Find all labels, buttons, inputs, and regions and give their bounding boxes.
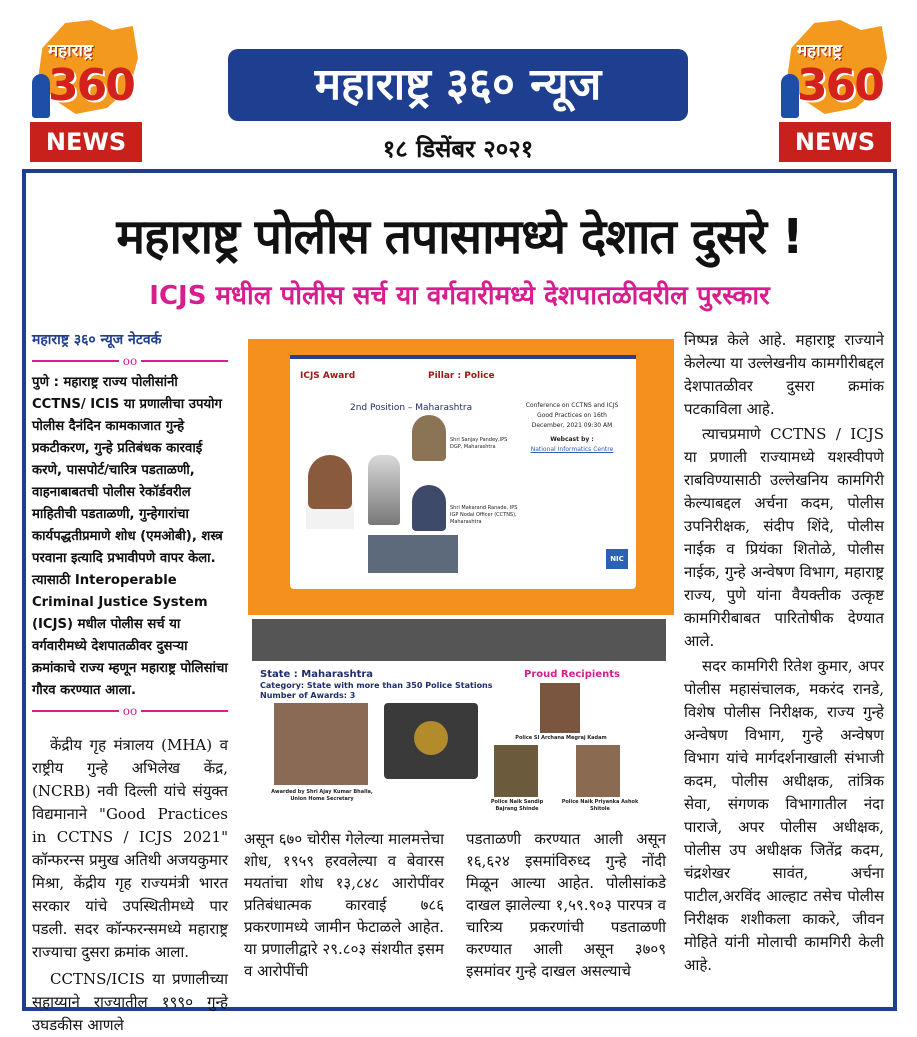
award-slide-image [248, 339, 674, 615]
headline: महाराष्ट्र पोलीस तपासामध्ये देशात दुसरे ! [116, 209, 803, 265]
body-paragraph: त्याचप्रमाणे CCTNS / ICJS या प्रणाली राज्यामध्ये यशस्वीपणे राबविण्यासाठी उल्लेखनिय कामगिरी केल्याबद्दल अर्चना कदम, पोलीस उपनिरीक्षक, संदीप शिंदे, पोलीस नाईक व प्रियंका शितोळे, पोलीस नाईक, गुन्हे अन्वेषण विभाग, महाराष्ट्र राज्य, पुणे यांना वैयक्तीक उत्कृष्ट कामगिरीबाबत पारितोषीक देण्यात आले. [684, 425, 884, 650]
officer-photo [412, 485, 446, 531]
masthead-title: महाराष्ट्र ३६० न्यूज [228, 49, 688, 121]
column-2-text: असून ६७० चोरीस गेलेल्या मालमत्तेचा शोध, १९५९ हरवलेल्या व बेवारस मयतांचा शोध १३,८४८ आरोपींवर प्रतिबंधात्मक कारवाई ७८६ प्रकरणामध्ये जामीन फेटाळले आहेत. या प्रणालीद्वारे २९.८०३ संशयीत इसम व आरोपींची [244, 830, 444, 980]
recipient-name: Police Naik Priyanka Ashok Shitole [561, 799, 639, 812]
logo-number: 360 [797, 60, 883, 111]
column-4 [684, 329, 884, 979]
ornament-divider: oo [32, 704, 228, 718]
state-label: State : Maharashtra [260, 669, 374, 680]
recipient-name: Police SI Archana Megraj Kadam [515, 735, 607, 741]
body-paragraph: CCTNS/ICIS या प्रणालीच्या सहाय्याने राज्यातील १९९० गुन्हे उघडकीस आणले [32, 970, 228, 1034]
ornament-divider: oo [32, 354, 228, 368]
conference-info: Conference on CCTNS and ICJS Good Practices on 16th December, 2021 09:30 AM Webcast by : National Informatics Centre [525, 402, 619, 453]
awards-count: Number of Awards: 3 [260, 691, 356, 700]
guest-photo [274, 703, 368, 785]
stage-banner [252, 619, 666, 661]
logo-left [30, 18, 142, 164]
proud-recipients-label: Proud Recipients [524, 669, 620, 680]
officer-photo [412, 415, 446, 461]
recipient-photo [494, 745, 538, 797]
position-label: 2nd Position – Maharashtra [350, 403, 473, 413]
body-paragraph: सदर कामगिरी रितेश कुमार, अपर पोलीस महासंचालक, मकरंद रानडे, विशेष पोलीस निरीक्षक, राज्य गुन्हे अन्वेषण विभाग, गुन्हे अन्वेषण विभाग यांचे मार्गदर्शनाखाली संभाजी कदम, पोलीस अधीक्षक, तांत्रिक सेवा, संगणक विभागातील नंदा पाराजे, अपर पोलीस अधीक्षक, पोलीस उप अधीक्षक जितेंद्र कदम, चंद्रशेखर सावंत, अर्चना पाटील,अरविंद आल्हाट तसेच पोलीस निरीक्षक शशीकला काकरे, जीवन मोहिते यांनी मोलाची कामगिरी केली आहे. [684, 657, 884, 974]
awarded-by: Awarded by Shri Ajay Kumar Bhalla, Union Home Secretary [271, 789, 373, 802]
recipient-photo [540, 683, 580, 733]
pillar-label: Pillar : Police [428, 371, 495, 381]
logo-news-band: NEWS [779, 122, 891, 162]
lead-paragraph: पुणे : महाराष्ट्र राज्य पोलीसांनी CCTNS/ ICIS या प्रणालीचा उपयोग पोलीस दैनंदिन कामकाजात गुन्हे प्रकटीकरण, गुन्हे प्रतिबंधक कारवाई करणे, पासपोर्ट/चारित्र पडताळणी, वाहनाबाबतची पोलीस रेकॉर्डवरील माहितीची पडताळणी, गुन्हेगारांचा कार्यपद्धतीप्रमाणे शोध (एमओबी), शस्त्र परवाना इत्यादि प्रभावीपणे वापर केला. त्यासाठी Interoperable Criminal Justice System (ICJS) मधील पोलीस सर्च या वर्गवारीमध्ये देशपातळीवर दुसऱ्या क्रमांकाचे राज्य म्हणून महाराष्ट्र पोलिसांचा गौरव करण्यात आला. [32, 375, 228, 698]
nic-logo: NIC [606, 549, 628, 569]
body-paragraph: निष्पन्न केले आहे. महाराष्ट्र राज्याने केलेल्या या उल्लेखनीय कामगीरीबद्दल देशपातळीवर दुसरा क्रमांक पटकाविला आहे. [684, 331, 884, 418]
logo-top-text: महाराष्ट्र [797, 41, 842, 61]
issue-date: १८ डिसेंबर २०२१ [382, 135, 534, 163]
body-paragraph: केंद्रीय गृह मंत्रालय (MHA) व राष्ट्रीय गुन्हे अभिलेख केंद्र, (NCRB) नवी दिल्ली यांचे संयुक्त विद्यमानाने "Good Practices in CCTNS / ICJS 2021" कॉन्फरन्स प्रमुख अतिथी अजयकुमार मिश्रा, केंद्रीय गृह राज्यमंत्री भारत सरकार यांचे उपस्थितीमध्ये पार पडली. सदर कॉन्फरन्समध्ये महाराष्ट्र राज्याचा दुसरा क्रमांक आला. [32, 736, 228, 961]
portrait-photo [308, 455, 352, 509]
subheadline: ICJS मधील पोलीस सर्च या वर्गवारीमध्ये देशपातळीवरील पुरस्कार [149, 281, 770, 311]
recipient-name: Police Naik Sandip Bajrang Shinde [490, 799, 544, 812]
recipient-photo [576, 745, 620, 797]
logo-top-text: महाराष्ट्र [48, 41, 93, 61]
event-photos [368, 535, 458, 573]
award-slide [290, 355, 636, 589]
logo-news-band: NEWS [30, 122, 142, 162]
award-label: ICJS Award [300, 371, 356, 381]
category-label: Category: State with more than 350 Police Stations [260, 681, 493, 690]
column-1 [32, 329, 228, 1037]
logo-right [779, 18, 891, 164]
emblem-icon [414, 721, 448, 755]
byline: महाराष्ट्र ३६० न्यूज नेटवर्क [32, 332, 162, 348]
trophy-icon [368, 455, 400, 525]
column-3-text: पडताळणी करण्यात आली असून १६,६२४ इसमांविरुध्द गुन्हे नोंदी मिळून आल्या आहेत. पोलीसांकडे दाखल झालेल्या १,५९.९०३ पारपत्र व चारित्र्य प्रकरणांची पडताळणी करण्यात आली असून ३७०९ इसमांवर गुन्हे दाखल असल्याचे [466, 830, 666, 980]
logo-number: 360 [48, 60, 134, 111]
recipients-slide-image [248, 617, 674, 821]
officer-name: Shri Sanjay Pandey,IPS DGP, Maharashtra [450, 437, 508, 450]
article-frame [22, 169, 897, 1034]
officer-name: Shri Makarand Ranade, IPS IGP Nodal Officer (CCTNS), Maharashtra [450, 505, 518, 525]
